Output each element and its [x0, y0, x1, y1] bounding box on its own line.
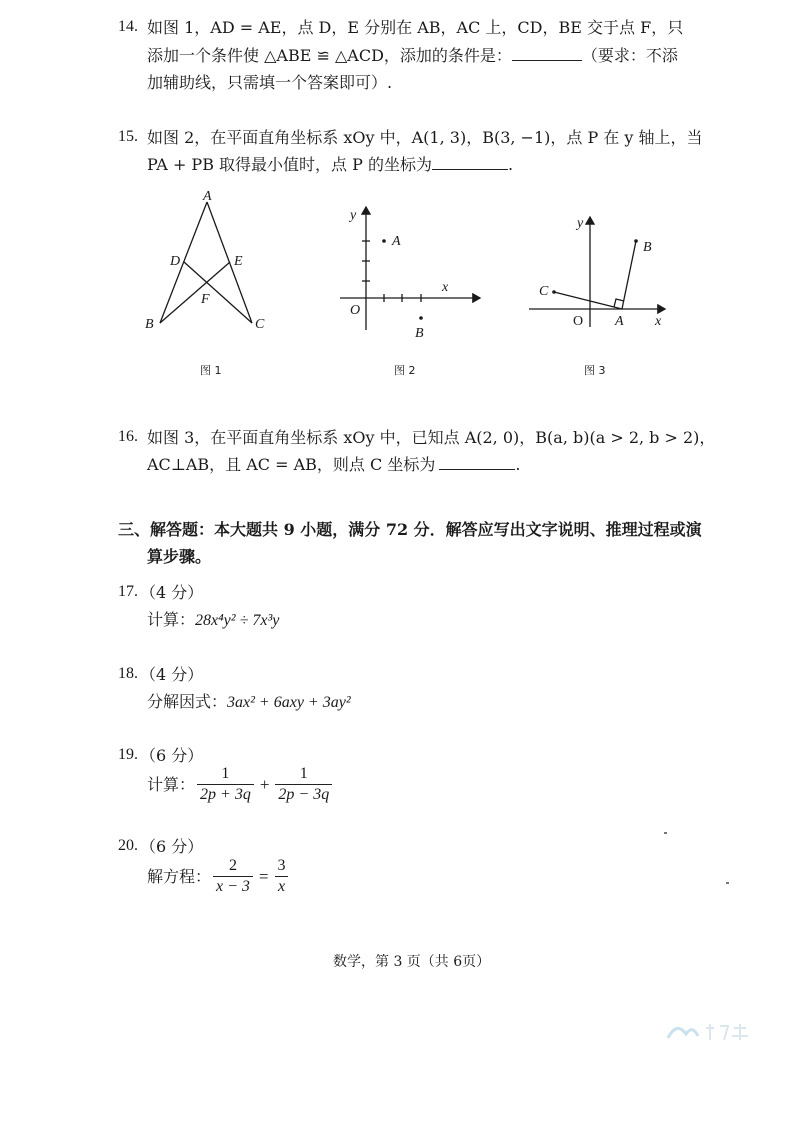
- fig3-label-y: y: [577, 216, 584, 231]
- q14-line2-tail: （要求：不添: [581, 46, 678, 65]
- fig3-label-c: C: [539, 284, 549, 299]
- q17-expression: 28x⁴y² ÷ 7x³y: [195, 612, 280, 629]
- q15-line2-text: PA + PB 取得最小值时，点 P 的坐标为: [147, 155, 432, 174]
- q20-fraction-2-numerator: 3: [277, 857, 286, 874]
- q19-number: 19.: [118, 746, 138, 763]
- q14-line2: [147, 44, 678, 68]
- fig3-label-origin: O: [573, 314, 584, 329]
- fig2-label-x: x: [442, 280, 449, 295]
- fig3-label-a: A: [615, 314, 624, 329]
- page-footer: 数学，第 3 页（共 6页）: [333, 954, 491, 970]
- watermark-logo: [666, 1016, 756, 1044]
- q18-number: 18.: [118, 665, 138, 682]
- q17-points: （4 分）: [140, 583, 204, 602]
- section-3-heading-cont: 算步骤。: [147, 547, 212, 566]
- q14-line3: 加辅助线，只需填一个答案即可）.: [147, 73, 393, 92]
- fig1-label-c: C: [255, 317, 265, 332]
- fig1-label-f: F: [201, 292, 210, 307]
- q20-points: （6 分）: [140, 837, 204, 856]
- side-ab: [160, 202, 207, 323]
- q20-operator: =: [258, 866, 269, 886]
- q19-fraction-2-denominator: 2p − 3q: [275, 784, 332, 805]
- q17-body: [147, 608, 279, 633]
- q17-prompt: 计算：: [147, 610, 196, 629]
- q19-fraction-2-numerator: 1: [299, 765, 308, 782]
- fig2-label-y: y: [350, 208, 357, 223]
- q17-number: 17.: [118, 583, 138, 600]
- scan-speck: [726, 882, 729, 884]
- q20-fraction-1-denominator: x − 3: [213, 876, 253, 897]
- figure-2-coordinate-plane: [330, 195, 490, 345]
- q20-fraction-1: [213, 856, 253, 897]
- q16-line2-text: AC⊥AB，且 AC = AB，则点 C 坐标为: [147, 455, 436, 474]
- q18-points: （4 分）: [140, 665, 204, 684]
- q15-line1: 如图 2，在平面直角坐标系 xOy 中，A(1, 3)，B(3, −1)，点 P 在 y 轴上，当: [147, 128, 703, 147]
- q19-prompt: 计算：: [147, 774, 196, 794]
- q16-number: 16.: [118, 428, 138, 445]
- point-b: [419, 316, 423, 320]
- q18-body: [147, 690, 351, 715]
- fig2-label-b: B: [415, 326, 424, 341]
- q20-fraction-2: [275, 856, 289, 897]
- q16-line2: [147, 453, 520, 477]
- q15-line2: [147, 153, 513, 177]
- segment-ab: [622, 241, 636, 309]
- q19-fraction-1-denominator: 2p + 3q: [197, 784, 254, 805]
- fig1-label-a: A: [203, 189, 212, 204]
- q14-line2-text: 添加一个条件使 △ABE ≌ △ACD，添加的条件是：: [147, 46, 512, 65]
- q14-number: 14.: [118, 18, 138, 35]
- q16-answer-blank[interactable]: [439, 453, 515, 470]
- q18-prompt: 分解因式：: [147, 692, 228, 711]
- q14-line1: 如图 1，AD = AE，点 D，E 分别在 AB，AC 上，CD，BE 交于点 F，只: [147, 18, 684, 37]
- figure-2-caption: 图 2: [394, 364, 416, 377]
- point-a: [382, 239, 386, 243]
- figure-3-caption: 图 3: [584, 364, 606, 377]
- scan-speck: [664, 832, 667, 834]
- section-3-heading: 三、解答题：本大题共 9 小题，满分 72 分．解答应写出文字说明、推理过程或演: [118, 520, 702, 539]
- point-c: [552, 290, 556, 294]
- fig1-label-e: E: [234, 254, 243, 269]
- q19-points: （6 分）: [140, 746, 204, 765]
- q16-line1: 如图 3，在平面直角坐标系 xOy 中，已知点 A(2, 0)，B(a, b)(a > 2, b > 2)，: [147, 428, 716, 447]
- fig2-label-origin: O: [350, 303, 361, 318]
- q20-number: 20.: [118, 837, 138, 854]
- q19-operator: +: [259, 774, 270, 794]
- q19-body: [147, 764, 334, 805]
- q15-number: 15.: [118, 128, 138, 145]
- q20-fraction-1-numerator: 2: [228, 857, 237, 874]
- q15-answer-blank[interactable]: [432, 153, 508, 170]
- q15-line2-tail: .: [507, 155, 514, 174]
- q20-fraction-2-denominator: x: [275, 876, 288, 897]
- fig3-label-x: x: [655, 314, 662, 329]
- q18-expression: 3ax² + 6axy + 3ay²: [227, 694, 351, 711]
- q19-fraction-1-numerator: 1: [221, 765, 230, 782]
- point-b: [634, 239, 638, 243]
- fig3-label-b: B: [643, 240, 652, 255]
- q20-prompt: 解方程：: [147, 866, 212, 886]
- fig2-label-a: A: [392, 234, 401, 249]
- q20-body: [147, 856, 291, 897]
- q14-answer-blank[interactable]: [512, 44, 582, 61]
- q16-line2-tail: .: [515, 455, 521, 474]
- figure-3-coordinate-plane: [525, 205, 675, 335]
- fig1-label-d: D: [170, 254, 181, 269]
- figure-1-triangle: [135, 185, 285, 345]
- figure-1-caption: 图 1: [200, 364, 222, 377]
- segment-ac: [554, 292, 622, 309]
- q19-fraction-2: [275, 764, 332, 805]
- fig1-label-b: B: [145, 317, 154, 332]
- q19-fraction-1: [197, 764, 254, 805]
